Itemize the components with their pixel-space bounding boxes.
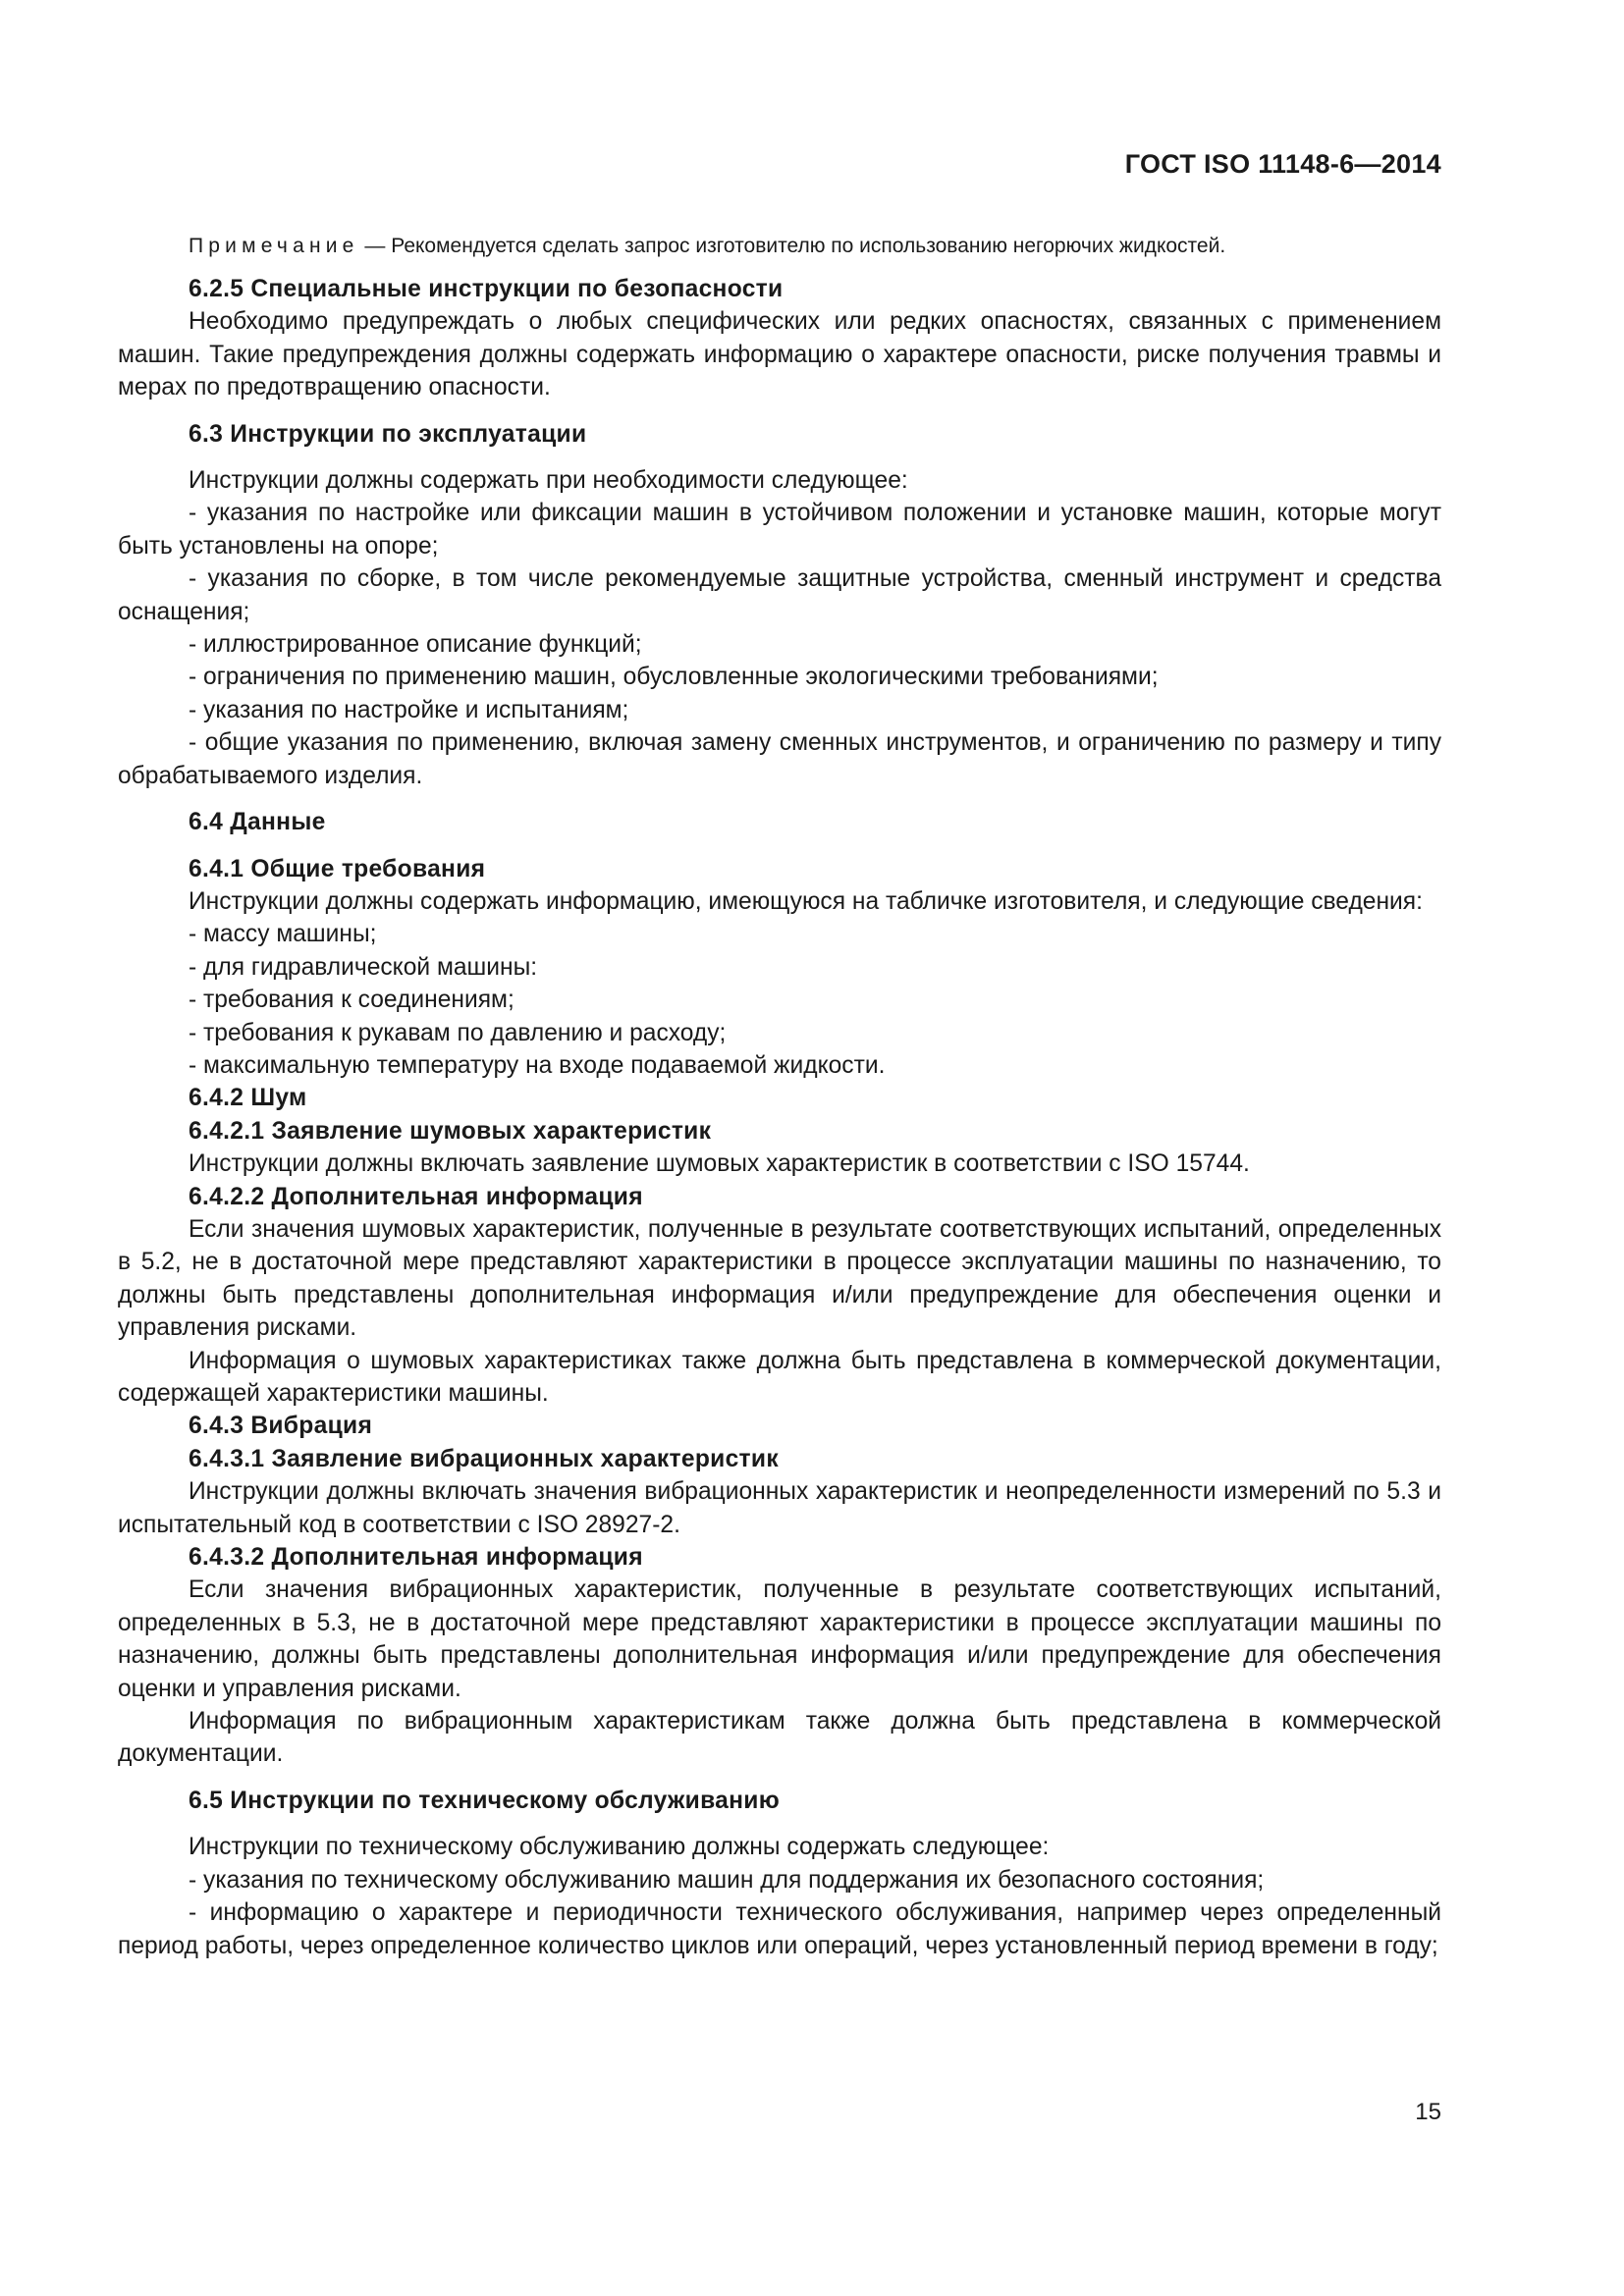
section-heading: 6.4 Данные (189, 809, 326, 836)
paragraph: Необходимо предупреждать о любых специфических или редких опасностях, связанных с применением машин. Такие предупреждения должны содержать информацию о характере опасности, риске получения травмы и мерах по предотвращению опасности. (118, 308, 1441, 401)
note-label: Примечание (189, 235, 359, 257)
note (118, 232, 1441, 261)
paragraph: Если значения шумовых характеристик, полученные в результате соответствующих испытаний, определенных в 5.2, не в достаточной мере представляют характеристики в процессе эксплуатации машины по назначению, то должны быть представлены дополнительная информация и/или предупреждение для обеспечения оценки и управления рисками. (118, 1215, 1441, 1342)
paragraph: - требования к соединениям; (189, 987, 514, 1014)
paragraph: - указания по техническому обслуживанию машин для поддержания их безопасного состояния; (189, 1866, 1265, 1894)
paragraph: Информация о шумовых характеристиках также должна быть представлена в коммерческой документации, содержащей характеристики машины. (118, 1347, 1441, 1407)
paragraph: - максимальную температуру на входе подаваемой жидкости. (189, 1051, 886, 1079)
page-number: 15 (1415, 2099, 1441, 2125)
section-heading: 6.4.2.2 Дополнительная информация (189, 1183, 643, 1210)
section-heading: 6.4.3 Вибрация (189, 1413, 373, 1440)
document-body (118, 232, 1441, 1962)
section-heading: 6.4.3.2 Дополнительная информация (189, 1544, 643, 1572)
paragraph: Информация по вибрационным характеристикам также должна быть представлена в коммерческой документации. (118, 1708, 1441, 1768)
paragraph: Если значения вибрационных характеристик, полученные в результате соответствующих испытаний, определенных в 5.3, не в достаточной мере представляют характеристики в процессе эксплуатации машины по назначению, должны быть представлены дополнительная информация и/или предупреждение для обеспечения оценки и управления рисками. (118, 1576, 1441, 1702)
paragraph: - указания по настройке и испытаниям; (189, 696, 629, 723)
paragraph: - массу машины; (189, 921, 377, 948)
section-heading: 6.4.1 Общие требования (189, 855, 486, 882)
paragraph: - иллюстрированное описание функций; (189, 631, 642, 659)
section-heading: 6.4.3.1 Заявление вибрационных характеристик (189, 1445, 779, 1472)
paragraph: Инструкции должны содержать информацию, имеющуюся на табличке изготовителя, и следующие сведения: (189, 887, 1423, 915)
paragraph: - ограничения по применению машин, обусловленные экологическими требованиями; (189, 664, 1159, 691)
section-heading: 6.2.5 Специальные инструкции по безопасности (189, 276, 784, 302)
section-heading: 6.4.2.1 Заявление шумовых характеристик (189, 1117, 712, 1145)
paragraph: - указания по настройке или фиксации машин в устойчивом положении и установке машин, которые могут быть установлены на опоре; (118, 500, 1441, 560)
paragraph: - общие указания по применению, включая замену сменных инструментов, и ограничению по размеру и типу обрабатываемого изделия. (118, 729, 1441, 789)
paragraph: - информацию о характере и периодичности технического обслуживания, например через определенный период работы, через определенное количество циклов или операций, через установленный период времени в году; (118, 1899, 1441, 1959)
paragraph: - для гидравлической машины: (189, 953, 538, 981)
section-heading: 6.5 Инструкции по техническому обслуживанию (189, 1787, 781, 1814)
document-code: ГОСТ ISO 11148-6—2014 (1124, 149, 1441, 179)
paragraph: - указания по сборке, в том числе рекомендуемые защитные устройства, сменный инструмент и средства оснащения; (118, 565, 1441, 625)
paragraph: Инструкции должны содержать при необходимости следующее: (189, 467, 908, 495)
section-heading: 6.3 Инструкции по эксплуатации (189, 420, 587, 448)
note-text: — Рекомендуется сделать запрос изготовителю по использованию негорючих жидкостей. (358, 235, 1226, 257)
paragraph: Инструкции по техническому обслуживанию должны содержать следующее: (189, 1834, 1050, 1861)
paragraph: - требования к рукавам по давлению и расходу; (189, 1019, 727, 1046)
section-heading: 6.4.2 Шум (189, 1085, 307, 1112)
paragraph: Инструкции должны включать заявление шумовых характеристик в соответствии с ISO 15744. (189, 1150, 1250, 1178)
paragraph: Инструкции должны включать значения вибрационных характеристик и неопределенности измерений по 5.3 и испытательный код в соответствии с ISO 28927-2. (118, 1478, 1441, 1538)
